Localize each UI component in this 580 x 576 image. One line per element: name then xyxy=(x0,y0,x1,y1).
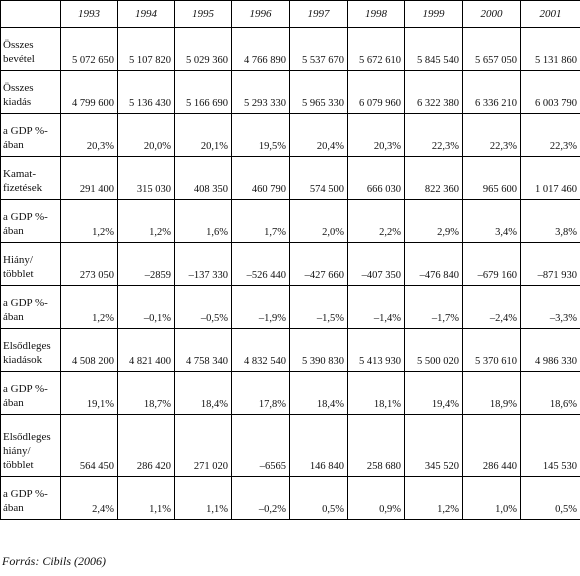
table-cell: 258 680 xyxy=(348,415,405,477)
table-cell: –0,5% xyxy=(175,286,232,329)
table-cell: 5 845 540 xyxy=(405,28,463,71)
table-cell: 286 440 xyxy=(463,415,521,477)
table-row xyxy=(1,415,580,477)
table-cell: 20,3% xyxy=(61,114,118,157)
table-cell: 5 136 430 xyxy=(118,71,175,114)
table-cell: 22,3% xyxy=(405,114,463,157)
table-cell: –427 660 xyxy=(290,243,348,286)
row-label: a GDP %-ában xyxy=(1,372,61,415)
table-cell: 2,0% xyxy=(290,200,348,243)
table-cell: 5 072 650 xyxy=(61,28,118,71)
table-cell: 2,9% xyxy=(405,200,463,243)
year-header: 1994 xyxy=(118,1,175,28)
table-cell: 20,0% xyxy=(118,114,175,157)
table-cell: –526 440 xyxy=(232,243,290,286)
table-cell: 1,1% xyxy=(118,477,175,520)
table-cell: 3,8% xyxy=(521,200,580,243)
year-header: 1997 xyxy=(290,1,348,28)
table-cell: 18,7% xyxy=(118,372,175,415)
table-cell: 5 965 330 xyxy=(290,71,348,114)
table-row xyxy=(1,71,580,114)
table-cell: 273 050 xyxy=(61,243,118,286)
row-label: Elsődleges kiadások xyxy=(1,329,61,372)
table-cell: 4 832 540 xyxy=(232,329,290,372)
table-cell: 2,2% xyxy=(348,200,405,243)
table-cell: 0,9% xyxy=(348,477,405,520)
table-cell: 460 790 xyxy=(232,157,290,200)
table-cell: –1,5% xyxy=(290,286,348,329)
table-row xyxy=(1,200,580,243)
table-cell: 18,1% xyxy=(348,372,405,415)
table-cell: –407 350 xyxy=(348,243,405,286)
row-label: a GDP %-ában xyxy=(1,286,61,329)
row-label: Elsődleges hiány/ többlet xyxy=(1,415,61,477)
table-cell: 5 131 860 xyxy=(521,28,580,71)
table-cell: 4 986 330 xyxy=(521,329,580,372)
table-cell: 5 537 670 xyxy=(290,28,348,71)
year-header: 1995 xyxy=(175,1,232,28)
table-cell: 6 336 210 xyxy=(463,71,521,114)
table-cell: 965 600 xyxy=(463,157,521,200)
table-cell: 18,9% xyxy=(463,372,521,415)
table-row xyxy=(1,286,580,329)
table-cell: 20,4% xyxy=(290,114,348,157)
table-cell: 4 799 600 xyxy=(61,71,118,114)
row-label: a GDP %-ában xyxy=(1,114,61,157)
year-header: 1993 xyxy=(61,1,118,28)
table-cell: 4 821 400 xyxy=(118,329,175,372)
table-cell: 5 413 930 xyxy=(348,329,405,372)
table-cell: 1,0% xyxy=(463,477,521,520)
table-cell: 345 520 xyxy=(405,415,463,477)
table-cell: 1,2% xyxy=(61,200,118,243)
table-cell: 1,7% xyxy=(232,200,290,243)
row-label: Összes kiadás xyxy=(1,71,61,114)
table-cell: –1,9% xyxy=(232,286,290,329)
table-cell: 19,1% xyxy=(61,372,118,415)
table-cell: 5 370 610 xyxy=(463,329,521,372)
table-cell: 18,4% xyxy=(290,372,348,415)
table-cell: –476 840 xyxy=(405,243,463,286)
table-cell: 5 390 830 xyxy=(290,329,348,372)
table-cell: 291 400 xyxy=(61,157,118,200)
table-cell: –1,7% xyxy=(405,286,463,329)
table-cell: 574 500 xyxy=(290,157,348,200)
table-cell: 5 029 360 xyxy=(175,28,232,71)
header-row xyxy=(1,1,580,28)
table-cell: 666 030 xyxy=(348,157,405,200)
table-cell: 5 166 690 xyxy=(175,71,232,114)
table-cell: 1,6% xyxy=(175,200,232,243)
table-cell: 22,3% xyxy=(521,114,580,157)
table-cell: 564 450 xyxy=(61,415,118,477)
row-label: Összes bevétel xyxy=(1,28,61,71)
source-note: Forrás: Cibils (2006) xyxy=(2,554,107,568)
table-cell: –871 930 xyxy=(521,243,580,286)
table-cell: 19,4% xyxy=(405,372,463,415)
row-label: Kamat-fizetések xyxy=(1,157,61,200)
year-header: 1998 xyxy=(348,1,405,28)
table-row xyxy=(1,477,580,520)
table-cell: –2,4% xyxy=(463,286,521,329)
table-cell: –2859 xyxy=(118,243,175,286)
table-row xyxy=(1,28,580,71)
table-row xyxy=(1,372,580,415)
row-label: a GDP %-ában xyxy=(1,477,61,520)
table-cell: 5 500 020 xyxy=(405,329,463,372)
table-cell: 1,2% xyxy=(405,477,463,520)
table-cell: 822 360 xyxy=(405,157,463,200)
table-cell: 408 350 xyxy=(175,157,232,200)
year-header: 2000 xyxy=(463,1,521,28)
table-cell: 19,5% xyxy=(232,114,290,157)
year-header: 2001 xyxy=(521,1,580,28)
table-cell: 6 322 380 xyxy=(405,71,463,114)
table-cell: 286 420 xyxy=(118,415,175,477)
table-cell: 6 003 790 xyxy=(521,71,580,114)
table-row xyxy=(1,243,580,286)
table-row xyxy=(1,157,580,200)
year-header: 1999 xyxy=(405,1,463,28)
header-corner xyxy=(1,1,61,28)
table-cell: 5 672 610 xyxy=(348,28,405,71)
table-cell: 315 030 xyxy=(118,157,175,200)
row-label: a GDP %-ában xyxy=(1,200,61,243)
table-cell: 5 107 820 xyxy=(118,28,175,71)
table-cell: 17,8% xyxy=(232,372,290,415)
table-cell: –137 330 xyxy=(175,243,232,286)
table-cell: –6565 xyxy=(232,415,290,477)
year-header: 1996 xyxy=(232,1,290,28)
table-cell: 20,1% xyxy=(175,114,232,157)
table-row xyxy=(1,329,580,372)
table-cell: 6 079 960 xyxy=(348,71,405,114)
table-cell: 4 758 340 xyxy=(175,329,232,372)
table-cell: –0,2% xyxy=(232,477,290,520)
table-cell: –3,3% xyxy=(521,286,580,329)
table-cell: 2,4% xyxy=(61,477,118,520)
table-cell: 145 530 xyxy=(521,415,580,477)
table-cell: 1,1% xyxy=(175,477,232,520)
table-cell: 5 657 050 xyxy=(463,28,521,71)
table-cell: 1 017 460 xyxy=(521,157,580,200)
table-cell: 271 020 xyxy=(175,415,232,477)
table-cell: –679 160 xyxy=(463,243,521,286)
table-cell: 146 840 xyxy=(290,415,348,477)
table-cell: 20,3% xyxy=(348,114,405,157)
table-cell: 18,6% xyxy=(521,372,580,415)
table-cell: –1,4% xyxy=(348,286,405,329)
table-cell: 4 766 890 xyxy=(232,28,290,71)
table-row xyxy=(1,114,580,157)
table-cell: 18,4% xyxy=(175,372,232,415)
row-label: Hiány/ többlet xyxy=(1,243,61,286)
table-cell: 1,2% xyxy=(118,200,175,243)
table-cell: 0,5% xyxy=(521,477,580,520)
table-cell: 0,5% xyxy=(290,477,348,520)
table-cell: 1,2% xyxy=(61,286,118,329)
table-cell: –0,1% xyxy=(118,286,175,329)
table-cell: 4 508 200 xyxy=(61,329,118,372)
table-cell: 22,3% xyxy=(463,114,521,157)
table-cell: 3,4% xyxy=(463,200,521,243)
table-cell: 5 293 330 xyxy=(232,71,290,114)
